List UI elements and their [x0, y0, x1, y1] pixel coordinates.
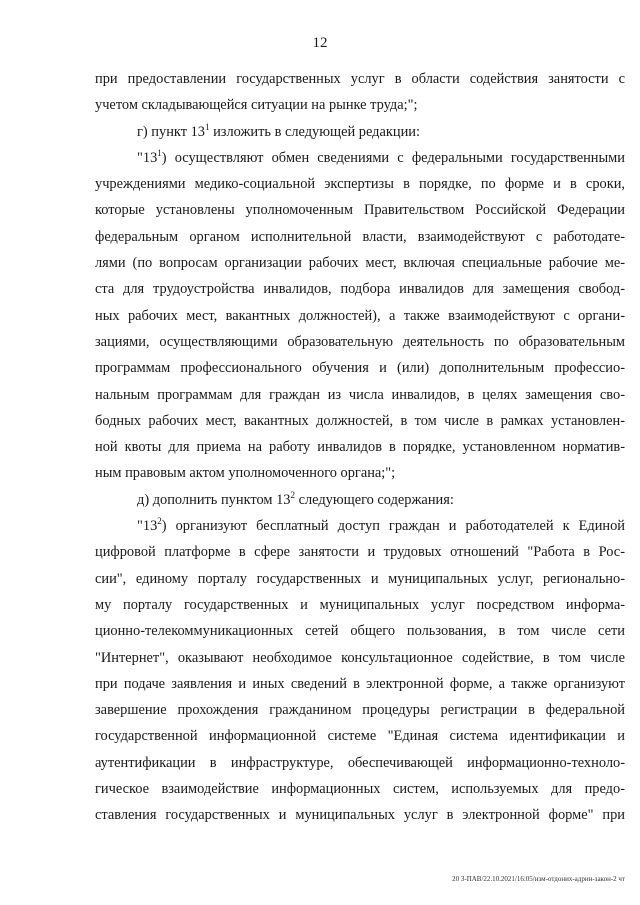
text-line: ставления государственных и муниципальных услуг в электронной форме" при: [95, 807, 625, 824]
text-line: му порталу государственных и муниципальных услуг посредством информа-: [95, 596, 625, 613]
text-run: изложить в следующей редакции:: [209, 123, 420, 140]
text-run: следующего содержания:: [294, 491, 454, 508]
document-footer: 20 3-ПАВ/22.10.2021/16:05/изм-отдоних-адрин-закон-2 чт: [452, 875, 625, 883]
page-number: 12: [312, 35, 328, 51]
superscript: 2: [290, 489, 295, 500]
text-line: учетом складывающейся ситуации на рынке труда;";: [95, 97, 418, 114]
text-line: завершение прохождения гражданином процедуры регистрации в федеральной: [95, 702, 625, 719]
text-line: программам профессионального обучения и (или) дополнительным профессио-: [95, 360, 625, 377]
text-line: бодных рабочих мест, вакантных должностей, в том числе в рамках установлен-: [95, 412, 625, 429]
text-line: ным правовым актом уполномоченного органа;";: [95, 465, 396, 482]
text-run: "13: [137, 149, 158, 166]
text-line: зациями, осуществляющими образовательную деятельность по образовательным: [95, 333, 625, 350]
text-line: "Интернет", оказывают необходимое консультационное содействие, в том числе: [95, 649, 625, 666]
text-line: [95, 145, 625, 171]
text-run: ) осуществляют обмен сведениями с федеральными государственными: [161, 149, 625, 166]
text-line: при предоставлении государственных услуг в области содействия занятости с: [95, 71, 625, 87]
text-run: "13: [137, 518, 158, 535]
text-line: аутентификации в инфраструктуре, обеспечивающей информационно-техноло-: [95, 754, 625, 771]
text-line: лями (по вопросам организации рабочих мест, включая специальные рабочие ме-: [95, 255, 625, 272]
text-run: г) пункт 13: [137, 123, 205, 140]
text-line: которые установлены уполномоченным Правительством Российской Федерации: [95, 202, 625, 219]
text-line: сии", единому порталу государственных и муниципальных услуг, регионально-: [95, 570, 625, 587]
text-line: ста для трудоустройства инвалидов, подбора инвалидов для замещения свобод-: [95, 281, 625, 298]
text-line: нальным программам для граждан из числа инвалидов, в целях замещения сво-: [95, 386, 625, 403]
text-run: ) организуют бесплатный доступ граждан и работодателей к Единой: [161, 518, 625, 535]
text-line: [95, 119, 625, 145]
text-line: ных рабочих мест, вакантных должностей), а также взаимодействуют с органи-: [95, 307, 625, 324]
text-line: цифровой платформе в сфере занятости и трудовых отношений "Работа в Рос-: [95, 544, 625, 561]
text-line: государственной информационной системе "Единая система идентификации и: [95, 728, 625, 745]
superscript: 1: [204, 121, 210, 132]
superscript: 1: [157, 147, 162, 158]
text-line: [95, 513, 625, 539]
document-body: [95, 66, 625, 829]
text-run: д) дополнить пунктом 13: [137, 491, 291, 508]
superscript: 2: [157, 516, 162, 527]
text-line: гическое взаимодействие информационных систем, используемых для предо-: [95, 781, 625, 798]
text-line: при подаче заявления и иных сведений в электронной форме, а также организуют: [95, 675, 625, 692]
text-line: ционно-телекоммуникационных сетей общего пользования, в том числе сети: [95, 623, 625, 640]
text-line: ной квоты для приема на работу инвалидов в порядке, установленном норматив-: [95, 439, 625, 456]
text-line: учреждениями медико-социальной экспертизы в порядке, по форме и в сроки,: [95, 176, 625, 193]
text-line: федеральным органом исполнительной власти, взаимодействуют с работодате-: [95, 228, 625, 245]
text-line: [95, 487, 625, 513]
